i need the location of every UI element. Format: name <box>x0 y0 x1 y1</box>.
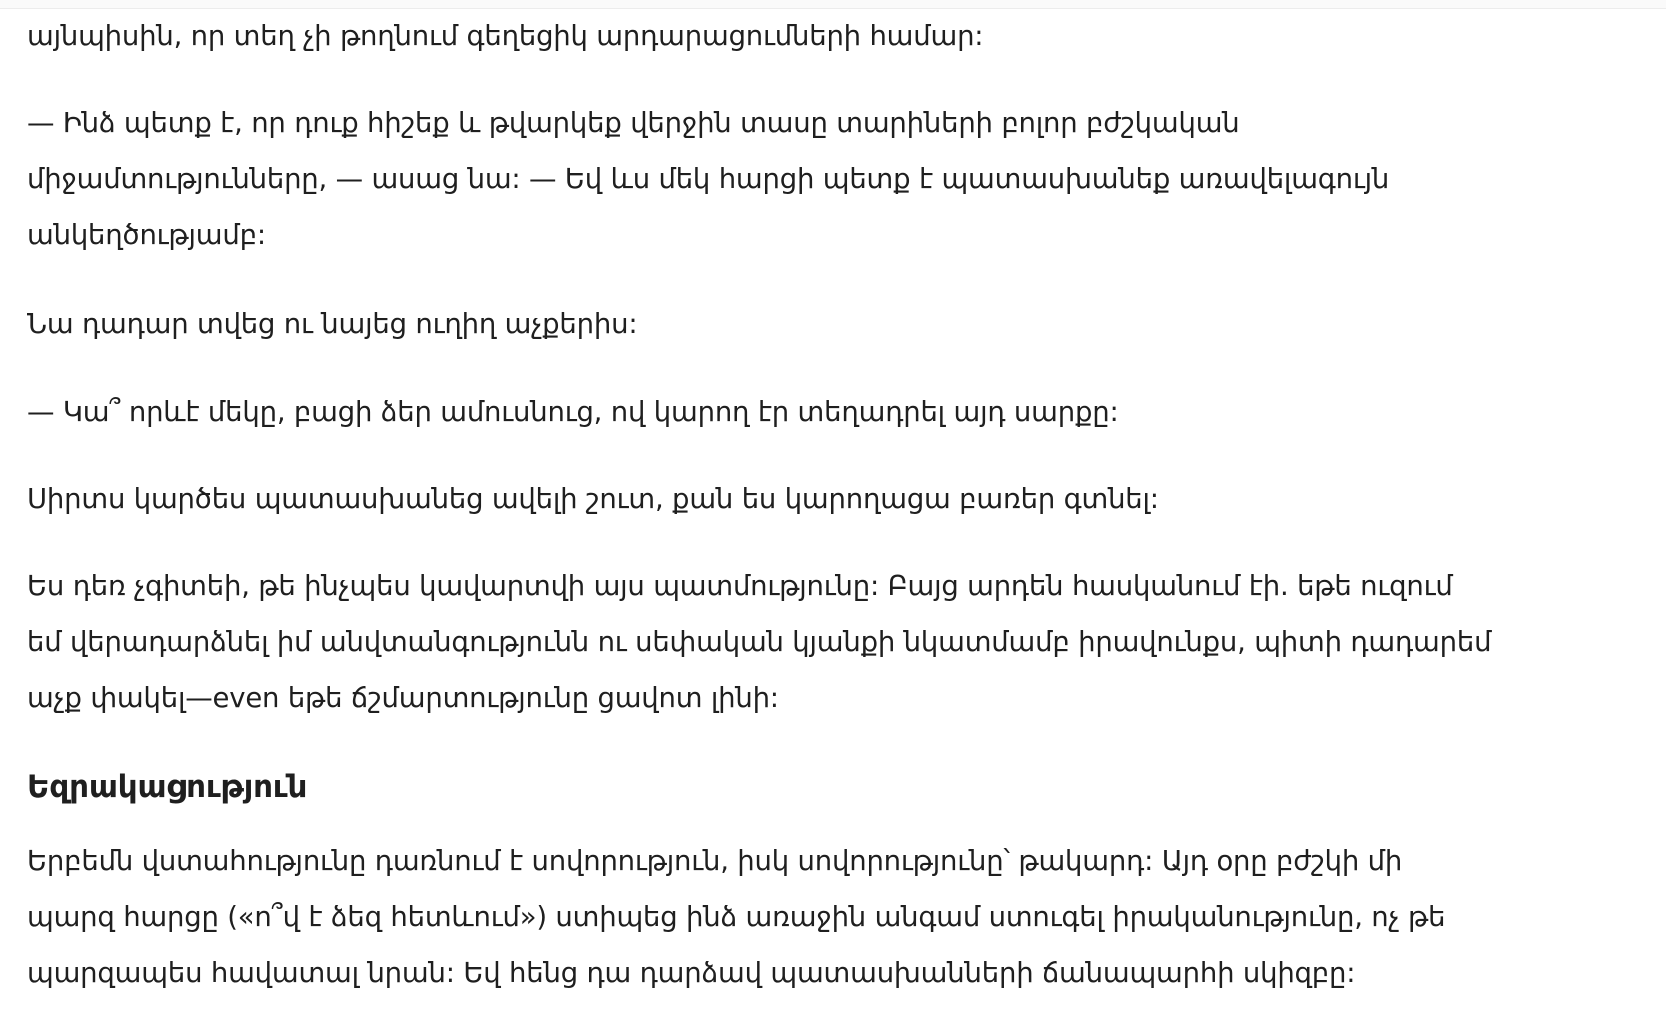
text-line: Նա դադար տվեց ու նայեց ուղիղ աչքերիս: <box>27 308 638 340</box>
text-line: Երբեմն վստահությունը դառնում է սովորություն, իսկ սովորությունը՝ թակարդ: Այդ օրը բժշկի մի <box>27 845 1403 877</box>
paragraph <box>27 95 1627 263</box>
paragraph <box>27 471 1627 527</box>
text-line: — Կա՞ որևէ մեկը, բացի ձեր ամուսնուց, ով կարող էր տեղադրել այդ սարքը: <box>27 396 1119 428</box>
text-line: Ես դեռ չգիտեի, թե ինչպես կավարտվի այս պատմությունը: Բայց արդեն հասկանում էի. եթե ուզում <box>27 570 1453 602</box>
text-line: աչք փակել—even եթե ճշմարտությունը ցավոտ լինի: <box>27 682 779 714</box>
text-line: միջամտությունները, — ասաց նա: — Եվ ևս մեկ հարցի պետք է պատասխանեք առավելագույն <box>27 163 1390 195</box>
text-line: եմ վերադարձնել իմ անվտանգությունն ու սեփական կյանքի նկատմամբ իրավունքս, պիտի դադարեմ <box>27 626 1492 658</box>
paragraph <box>27 8 1627 64</box>
paragraph <box>27 384 1627 440</box>
paragraph <box>27 296 1627 352</box>
paragraph <box>27 833 1627 1001</box>
paragraph <box>27 558 1627 726</box>
text-line: պարզ հարցը («ո՞վ է ձեզ հետևում») ստիպեց ինձ առաջին անգամ ստուգել իրականությունը, ոչ թե <box>27 901 1446 933</box>
text-line: պարզապես հավատալ նրան: Եվ հենց դա դարձավ պատասխանների ճանապարհի սկիզբը: <box>27 957 1356 989</box>
text-line: Սիրտս կարծես պատասխանեց ավելի շուտ, քան ես կարողացա բառեր գտնել: <box>27 483 1159 515</box>
section-heading: Եզրակացություն <box>27 769 308 805</box>
text-line: — Ինձ պետք է, որ դուք հիշեք և թվարկեք վերջին տասը տարիների բոլոր բժշկական <box>27 107 1240 139</box>
text-line: անկեղծությամբ: <box>27 219 266 251</box>
text-line: այնպիսին, որ տեղ չի թողնում գեղեցիկ արդարացումների համար: <box>27 20 984 52</box>
